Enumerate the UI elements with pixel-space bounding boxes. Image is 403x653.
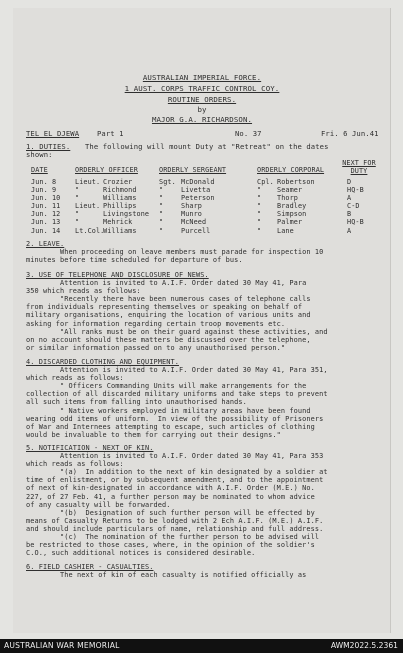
section-next-of-kin xyxy=(26,444,382,557)
roster-sergeant-rank: " xyxy=(159,194,164,203)
roster-corporal-rank: " xyxy=(257,186,262,195)
section-heading-field-cashier: 6. FIELD CASHIER - CASUALTIES. xyxy=(26,563,154,571)
roster-date: Jun. 12 xyxy=(31,210,61,219)
duties-text-1: The following will mount Duty at "Retreat" on the dates xyxy=(85,142,329,151)
paragraph-line: collection of all discarded military uniforms and take steps to prevent xyxy=(26,390,328,399)
roster-officer-rank: Lt.Col. xyxy=(75,226,105,235)
roster-next-duty: D xyxy=(347,178,352,186)
table-row xyxy=(31,178,373,186)
paragraph-line: "Recently there have been numerous cases of telephone calls xyxy=(60,295,311,304)
section-telephone xyxy=(26,271,382,352)
section-heading-leave: 2. LEAVE. xyxy=(26,240,65,248)
paragraph-line: " Officers Commanding Units will make arrangements for the xyxy=(60,382,307,391)
paragraph-line: of War and Internees attempting to escape, such articles of clothing xyxy=(26,422,315,431)
roster-corporal: Thorp xyxy=(277,194,298,203)
roster-corporal-rank: " xyxy=(257,194,262,203)
roster-officer-rank: " xyxy=(75,186,80,195)
roster-sergeant: McNeed xyxy=(181,218,207,227)
roster-corporal: Simpson xyxy=(277,210,307,219)
paragraph-line: which reads as follows: xyxy=(26,374,124,383)
paragraph-line: 350 which reads as follows: xyxy=(26,287,141,296)
document-page xyxy=(13,8,391,633)
doc-header-line-5: MAJOR G.A. RICHARDSON. xyxy=(151,115,253,124)
roster-officer: Richmond xyxy=(103,186,137,195)
archive-footer xyxy=(0,639,403,653)
roster-officer: Mehrick xyxy=(103,218,133,227)
roster-date: Jun. 14 xyxy=(31,226,61,235)
footer-reference: AWM2022.5.2361 xyxy=(330,641,398,650)
paragraph-line: The next of kin of each casualty is notified officially as xyxy=(60,571,307,580)
roster-corporal: Bradley xyxy=(277,202,307,211)
roster-corporal-rank: " xyxy=(257,210,262,219)
meta-number: No. 37 xyxy=(235,129,262,138)
roster-sergeant-rank: " xyxy=(159,226,164,235)
roster-sergeant: Livetta xyxy=(181,186,211,195)
paragraph-line: "(b) Designation of such further person will be effected by xyxy=(60,508,315,517)
table-row xyxy=(31,194,373,202)
roster-sergeant-rank: " xyxy=(159,210,164,219)
roster-sergeant-rank: " xyxy=(159,186,164,195)
paragraph-line: minutes before time scheduled for departure of bus. xyxy=(26,256,243,265)
roster-sergeant: Peterson xyxy=(181,194,215,203)
paragraph-line: military organisations, enquiring the location of various units and xyxy=(26,311,311,320)
field-cashier-body xyxy=(26,571,382,579)
roster-sergeant-rank: Sgt. xyxy=(159,178,176,186)
doc-header-line-4: by xyxy=(197,105,207,114)
roster-officer-rank: " xyxy=(75,210,80,219)
roster-officer: Crozier xyxy=(103,178,133,186)
roster-officer-rank: Lieut. xyxy=(75,202,101,211)
paragraph-line: "All ranks must be on their guard against these activities, and xyxy=(60,327,328,336)
roster-corporal-rank: " xyxy=(257,218,262,227)
roster-corporal: Robertson xyxy=(277,178,315,186)
duties-roster xyxy=(31,178,373,235)
table-row xyxy=(31,227,373,235)
roster-date: Jun. 11 xyxy=(31,202,61,211)
section-leave xyxy=(26,240,382,264)
col-next-for-duty: NEXT FOR DUTY xyxy=(342,159,376,175)
col-orderly-corporal: ORDERLY CORPORAL xyxy=(257,166,325,174)
roster-sergeant-rank: " xyxy=(159,218,164,227)
roster-sergeant: Munro xyxy=(181,210,202,219)
roster-officer-rank: " xyxy=(75,194,80,203)
roster-corporal-rank: Cpl. xyxy=(257,178,274,186)
roster-next-duty: B xyxy=(347,210,352,219)
roster-sergeant: McDonald xyxy=(181,178,215,186)
paragraph-line: would be invaluable to them for carrying out their designs." xyxy=(26,430,281,439)
section-heading-duties: 1. DUTIES. xyxy=(26,142,71,151)
paragraph-line: from individuals representing themselves or speaking on behalf of xyxy=(26,303,303,312)
telephone-body xyxy=(26,279,382,352)
roster-officer: Williams xyxy=(103,226,137,235)
roster-officer-rank: " xyxy=(75,218,80,227)
leave-body xyxy=(26,248,382,264)
roster-corporal-rank: " xyxy=(257,202,262,211)
col-orderly-sergeant: ORDERLY SERGEANT xyxy=(159,166,227,174)
paragraph-line: on no account should these matters be discussed over the telephone, xyxy=(26,335,311,344)
next-of-kin-body xyxy=(26,452,382,557)
roster-officer: Livingstone xyxy=(103,210,150,219)
paragraph-line: asking for information regarding certain troop movements etc. xyxy=(26,319,286,328)
roster-officer: Phillips xyxy=(103,202,137,211)
roster-sergeant-rank: " xyxy=(159,202,164,211)
roster-next-duty: A xyxy=(347,226,352,235)
paragraph-line: When proceeding on leave members must parade for inspection 10 xyxy=(60,248,324,257)
paragraph-line: and should include particulars of name, relationship and full address. xyxy=(26,524,324,533)
section-field-cashier xyxy=(26,563,382,579)
col-date: DATE xyxy=(31,166,48,174)
paragraph-line: which reads as follows: xyxy=(26,460,124,469)
paragraph-line: Attention is invited to A.I.F. Order dated 30 May 41, Para 351, xyxy=(60,366,328,375)
roster-corporal-rank: " xyxy=(257,226,262,235)
roster-corporal: Seamer xyxy=(277,186,303,195)
roster-corporal: Lane xyxy=(277,226,294,235)
roster-officer-rank: Lieut. xyxy=(75,178,101,186)
paragraph-line: time of enlistment, or by subsequent amendment, and to the appointment xyxy=(26,476,324,485)
footer-institution: AUSTRALIAN WAR MEMORIAL xyxy=(4,641,120,650)
roster-sergeant: Sharp xyxy=(181,202,202,211)
table-row xyxy=(31,210,373,218)
paragraph-line: means of Casualty Returns to be lodged with 2 Ech A.I.F. (M.E.) A.I.F. xyxy=(26,516,324,525)
paragraph-line: Attention is invited to A.I.F. Order dated 30 May 41, Para 353 xyxy=(60,452,324,461)
paragraph-line: of any casualty will be forwarded. xyxy=(26,500,171,509)
paragraph-line: "(a) In addition to the next of kin designated by a soldier at xyxy=(60,468,328,477)
paragraph-line: be restricted to those cases, where, in the opinion of the soldier's xyxy=(26,541,315,550)
table-row xyxy=(31,186,373,194)
paragraph-line: wearing odd items of uniform. In view of the possibility of Prisoners xyxy=(26,414,324,423)
section-heading-clothing: 4. DISCARDED CLOTHING AND EQUIPMENT. xyxy=(26,358,179,366)
paragraph-line: C.O., such additional notices is considered desirable. xyxy=(26,549,256,558)
table-row xyxy=(31,218,373,226)
roster-next-duty: HQ-B xyxy=(347,186,364,195)
roster-next-duty: C-D xyxy=(347,202,360,211)
doc-header-line-3: ROUTINE ORDERS. xyxy=(167,95,237,104)
clothing-body xyxy=(26,366,382,439)
roster-next-duty: A xyxy=(347,194,352,203)
paragraph-line: "(c) The nomination of the further person to be advised will xyxy=(60,533,320,542)
meta-date: Fri. 6 Jun.41 xyxy=(321,129,379,138)
doc-header-line-1: AUSTRALIAN IMPERIAL FORCE. xyxy=(142,73,262,82)
roster-sergeant: Purcell xyxy=(181,226,211,235)
paragraph-line: Attention is invited to A.I.F. Order dated 30 May 41, Para xyxy=(60,279,307,288)
paragraph-line: 227, of 27 Feb. 41, a further person may be nominated to whom advice xyxy=(26,492,315,501)
roster-next-duty: HQ-B xyxy=(347,218,364,227)
table-row xyxy=(31,202,373,210)
meta-part: Part 1 xyxy=(97,129,124,138)
paragraph-line: or similar information passed on to any unauthorised person." xyxy=(26,343,286,352)
paragraph-line: all such items from falling into unauthorised hands. xyxy=(26,398,247,407)
paragraph-line: " Native workers employed in military areas have been found xyxy=(60,406,311,415)
doc-header-line-2: 1 AUST. CORPS TRAFFIC CONTROL COY. xyxy=(124,84,280,93)
roster-date: Jun. 9 xyxy=(31,186,57,195)
section-heading-next-of-kin: 5. NOTIFICATION - NEXT OF KIN. xyxy=(26,444,154,452)
roster-date: Jun. 13 xyxy=(31,218,61,227)
roster-corporal: Palmer xyxy=(277,218,303,227)
section-clothing xyxy=(26,358,382,439)
paragraph-line: of next of kin-designated in accordance with A.I.F. Order (M.E.) No. xyxy=(26,484,315,493)
meta-location: TEL EL DJEWA xyxy=(26,129,80,138)
roster-officer: Williams xyxy=(103,194,137,203)
col-orderly-officer: ORDERLY OFFICER xyxy=(75,166,138,174)
duties-text-2: shown: xyxy=(26,150,53,159)
roster-date: Jun. 10 xyxy=(31,194,61,203)
roster-date: Jun. 8 xyxy=(31,178,57,186)
section-heading-telephone: 3. USE OF TELEPHONE AND DISCLOSURE OF NEWS. xyxy=(26,271,209,279)
